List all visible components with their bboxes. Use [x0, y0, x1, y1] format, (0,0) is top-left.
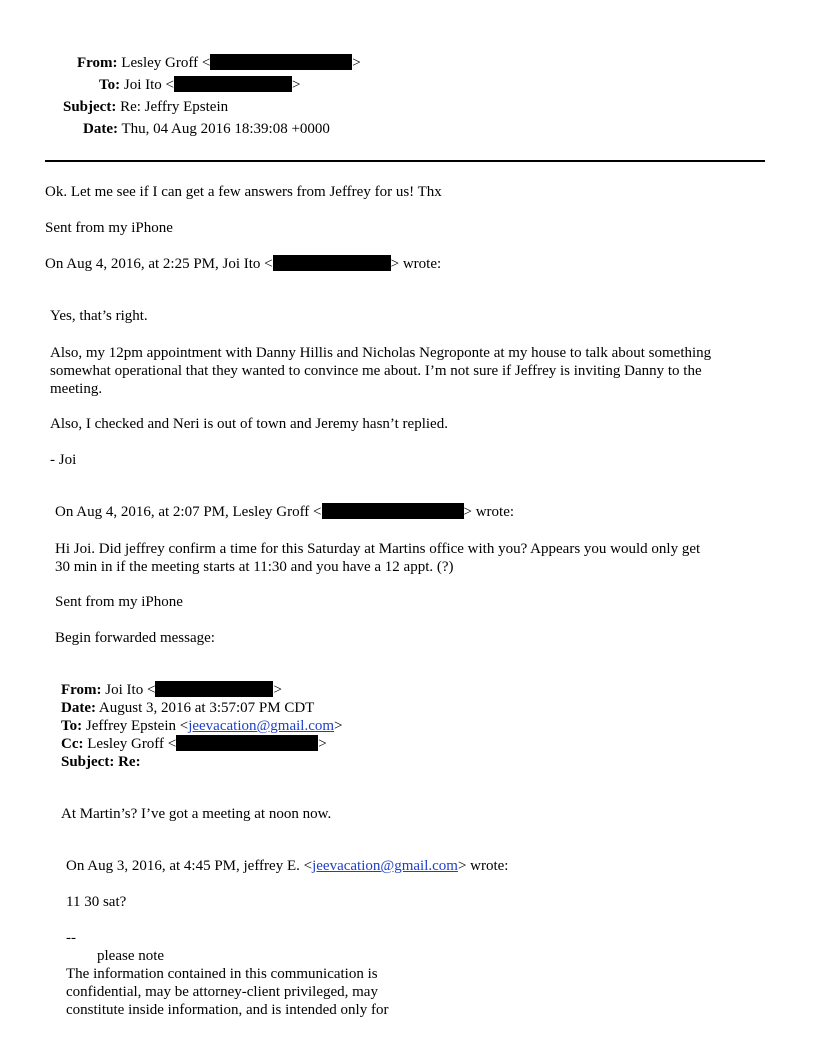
fwd-to-label: To:	[61, 718, 83, 734]
disclaimer-line2: confidential, may be attorney-client privileged, may	[66, 984, 378, 1000]
reply1-quote-intro-pre: On Aug 4, 2016, at 2:25 PM, Joi Ito <	[45, 256, 273, 272]
reply3-para-line2: 30 min in if the meeting starts at 11:30 and you have a 12 appt. (?)	[55, 559, 454, 575]
fwd-from-value: Joi Ito <	[105, 682, 156, 698]
redaction-box	[155, 681, 273, 697]
original-intro-pre: On Aug 3, 2016, at 4:45 PM, jeffrey E. <	[66, 858, 313, 874]
fwd-date-label: Date:	[61, 700, 96, 716]
header-to-label: To:	[99, 77, 121, 93]
header-to-row	[99, 76, 300, 94]
header-divider	[45, 160, 765, 162]
reply1-line1: Ok. Let me see if I can get a few answers from Jeffrey for us! Thx	[45, 184, 442, 200]
fwd-from-close: >	[273, 682, 282, 698]
fwd-to-email-link[interactable]: jeevacation@gmail.com	[188, 718, 335, 734]
reply2-para-line2: somewhat operational that they wanted to convince me about. I’m not sure if Jeffrey is inviting Danny to the	[50, 363, 702, 379]
reply3-para-line1: Hi Joi. Did jeffrey confirm a time for this Saturday at Martins office with you? Appears you would only get	[55, 541, 701, 557]
original-intro	[66, 857, 508, 875]
header-subject-row	[63, 98, 228, 116]
fwd-cc-close: >	[318, 736, 327, 752]
fwd-from-row	[61, 681, 282, 699]
reply2-line1: Yes, that’s right.	[50, 308, 148, 324]
header-from-close: >	[352, 55, 361, 71]
fwd-to-close: >	[334, 718, 343, 734]
header-date-label: Date:	[83, 121, 118, 137]
disclaimer-line1: The information contained in this communication is	[66, 966, 378, 982]
fwd-subject-value: Re:	[118, 754, 141, 770]
reply2-para-line1: Also, my 12pm appointment with Danny Hillis and Nicholas Negroponte at my house to talk about something	[50, 345, 712, 361]
fwd-cc-label: Cc:	[61, 736, 84, 752]
header-from-name: Lesley Groff <	[121, 55, 211, 71]
reply1-signature: Sent from my iPhone	[45, 220, 173, 236]
fwd-to-value: Jeffrey Epstein <	[85, 718, 189, 734]
reply3-intro-pre: On Aug 4, 2016, at 2:07 PM, Lesley Groff <	[55, 504, 322, 520]
header-to-name: Joi Ito <	[123, 77, 175, 93]
reply3-forward-label: Begin forwarded message:	[55, 630, 215, 646]
fwd-body: At Martin’s? I’ve got a meeting at noon now.	[61, 806, 332, 822]
fwd-from-label: From:	[61, 682, 102, 698]
header-to-close: >	[292, 77, 301, 93]
reply3-signature: Sent from my iPhone	[55, 594, 183, 610]
redaction-box	[176, 735, 318, 751]
reply3-intro-post: > wrote:	[463, 504, 515, 520]
reply3-intro	[55, 503, 514, 521]
reply2-line3: Also, I checked and Neri is out of town and Jeremy hasn’t replied.	[50, 416, 448, 432]
header-subject-value: Re: Jeffry Epstein	[120, 99, 229, 115]
header-date-row	[83, 120, 330, 138]
reply1-quote-intro	[45, 255, 441, 273]
disclaimer-line3: constitute inside information, and is intended only for	[66, 1002, 389, 1018]
original-body: 11 30 sat?	[66, 894, 127, 910]
original-sig-note: please note	[97, 948, 165, 964]
fwd-subject-label: Subject:	[61, 754, 115, 770]
fwd-to-row	[61, 717, 343, 735]
reply1-quote-intro-post: > wrote:	[390, 256, 442, 272]
reply2-para-line3: meeting.	[50, 381, 103, 397]
original-sig-dashes: --	[66, 930, 76, 946]
redaction-box	[273, 255, 391, 271]
redaction-box	[322, 503, 464, 519]
header-from-label: From:	[77, 55, 118, 71]
header-from-row	[77, 54, 361, 72]
original-email-link[interactable]: jeevacation@gmail.com	[312, 858, 458, 874]
fwd-subject-row	[61, 753, 141, 771]
fwd-date-row	[61, 699, 314, 717]
header-date-value: Thu, 04 Aug 2016 18:39:08 +0000	[121, 121, 330, 137]
header-subject-label: Subject:	[63, 99, 117, 115]
fwd-cc-value: Lesley Groff <	[87, 736, 177, 752]
fwd-date-value: August 3, 2016 at 3:57:07 PM CDT	[98, 700, 315, 716]
reply2-signoff: - Joi	[50, 452, 77, 468]
redaction-box	[210, 54, 352, 70]
original-intro-post: > wrote:	[457, 858, 509, 874]
redaction-box	[174, 76, 292, 92]
fwd-cc-row	[61, 735, 327, 753]
